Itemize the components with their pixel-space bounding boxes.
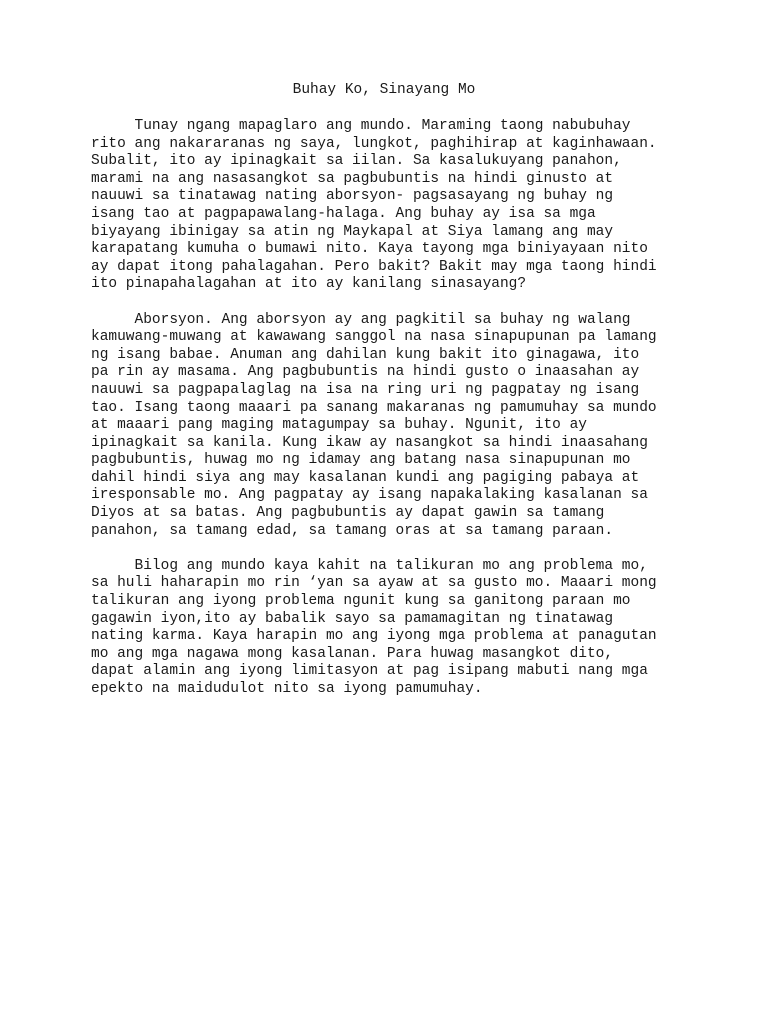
text-line: dapat alamin ang iyong limitasyon at pag isipang mabuti nang mga <box>91 663 648 680</box>
text-line: tao. Isang taong maaari pa sanang makaranas ng pamumuhay sa mundo <box>91 399 657 416</box>
text-line: epekto na maidudulot nito sa iyong pamumuhay. <box>91 681 483 697</box>
paragraph-2 <box>91 312 691 541</box>
text-line: ay dapat itong pahalagahan. Pero bakit? Bakit may mga taong hindi <box>91 258 657 275</box>
document-title: Buhay Ko, Sinayang Mo <box>292 82 476 98</box>
text-line: ito pinapahalagahan at ito ay kanilang sinasayang? <box>91 276 527 293</box>
text-line: Bilog ang mundo kaya kahit na talikuran mo ang problema mo, <box>91 557 648 574</box>
text-line: Tunay ngang mapaglaro ang mundo. Maraming taong nabubuhay <box>91 118 631 134</box>
text-line: isang tao at pagpapawalang-halaga. Ang buhay ay isa sa mga <box>91 205 596 222</box>
text-line: iresponsable mo. Ang pagpatay ay isang napakalaking kasalanan sa <box>91 487 648 504</box>
paragraph-3 <box>91 558 691 699</box>
text-line: gagawin iyon,ito ay babalik sayo sa pamamagitan ng tinatawag <box>91 610 614 627</box>
text-line: talikuran ang iyong problema ngunit kung sa ganitong paraan mo <box>91 593 631 610</box>
text-line: Diyos at sa batas. Ang pagbubuntis ay dapat gawin sa tamang <box>91 505 605 522</box>
document-body <box>91 118 691 716</box>
text-line: Aborsyon. Ang aborsyon ay ang pagkitil sa buhay ng walang <box>91 311 631 328</box>
text-line: biyayang ibinigay sa atin ng Maykapal at Siya lamang ang may <box>91 223 614 240</box>
paragraph-1 <box>91 118 691 294</box>
text-line: kamuwang-muwang at kawawang sanggol na nasa sinapupunan pa lamang <box>91 329 657 346</box>
text-line: panahon, sa tamang edad, sa tamang oras at sa tamang paraan. <box>91 522 614 539</box>
text-line: karapatang kumuha o bumawi nito. Kaya tayong mga biniyayaan nito <box>91 241 648 258</box>
text-line: Subalit, ito ay ipinagkait sa iilan. Sa kasalukuyang panahon, <box>91 153 622 170</box>
text-line: ipinagkait sa kanila. Kung ikaw ay nasangkot sa hindi inaasahang <box>91 434 648 451</box>
text-line: ng isang babae. Anuman ang dahilan kung bakit ito ginagawa, ito <box>91 346 640 363</box>
text-line: marami na ang nasasangkot sa pagbubuntis na hindi ginusto at <box>91 170 614 187</box>
text-line: nauuwi sa tinatawag nating aborsyon- pagsasayang ng buhay ng <box>91 188 614 205</box>
text-line: sa huli haharapin mo rin ‘yan sa ayaw at sa gusto mo. Maaari mong <box>91 575 657 592</box>
text-line: nauuwi sa pagpapalaglag na isa na ring uri ng pagpatay ng isang <box>91 381 640 398</box>
text-line: nating karma. Kaya harapin mo ang iyong mga problema at panagutan <box>91 628 657 645</box>
text-line: pagbubuntis, huwag mo ng idamay ang batang nasa sinapupunan mo <box>91 452 631 469</box>
text-line: at maaari pang maging matagumpay sa buhay. Ngunit, ito ay <box>91 417 587 434</box>
text-line: dahil hindi siya ang may kasalanan kundi ang pagiging pabaya at <box>91 469 640 486</box>
text-line: pa rin ay masama. Ang pagbubuntis na hindi gusto o inaasahan ay <box>91 364 640 381</box>
text-line: mo ang mga nagawa mong kasalanan. Para huwag masangkot dito, <box>91 645 614 662</box>
text-line: rito ang nakararanas ng saya, lungkot, paghihirap at kaginhawaan. <box>91 135 657 152</box>
